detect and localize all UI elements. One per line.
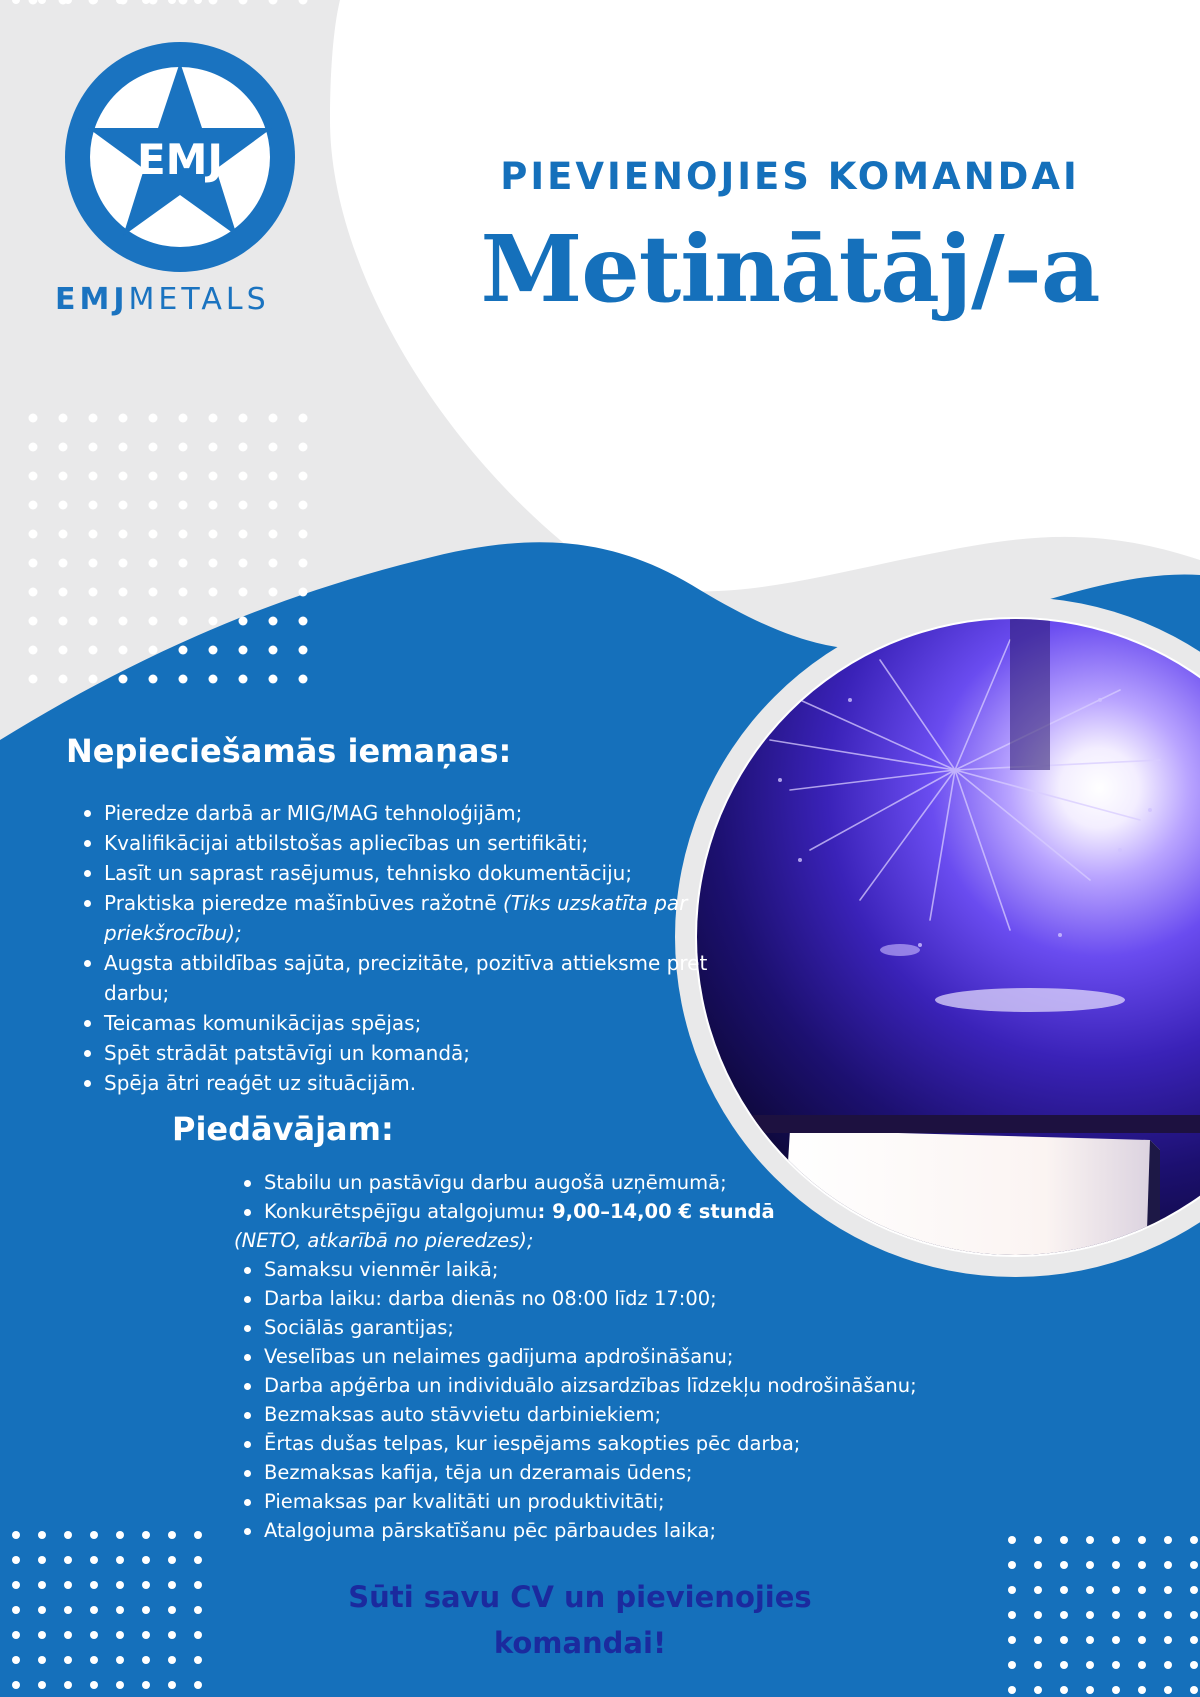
list-item: Augsta atbildības sajūta, precizitāte, pozitīva attieksme pret darbu; (80, 948, 720, 1008)
list-item: Stabilu un pastāvīgu darbu augošā uzņēmumā; (240, 1168, 1020, 1197)
eyebrow-heading: PIEVIENOJIES KOMANDAI (500, 155, 1080, 198)
list-item: Atalgojuma pārskatīšanu pēc pārbaudes laika; (240, 1516, 1020, 1545)
logo-text-bold: EMJ (55, 282, 129, 317)
list-item: Piemaksas par kvalitāti un produktivitāti; (240, 1487, 1020, 1516)
logo-wordmark (55, 282, 295, 317)
list-item: Kvalifikācijai atbilstošas apliecības un sertifikāti; (80, 828, 720, 858)
salary-range: : 9,00–14,00 € stundā (537, 1200, 775, 1223)
list-item: Pieredze darbā ar MIG/MAG tehnoloģijām; (80, 798, 720, 828)
list-item: Bezmaksas kafija, tēja un dzeramais ūdens; (240, 1458, 1020, 1487)
list-item: Samaksu vienmēr laikā; (240, 1255, 1020, 1284)
skills-heading: Nepieciešamās iemaņas: (66, 732, 512, 770)
list-item: Spēja ātri reaģēt uz situācijām. (80, 1068, 720, 1098)
list-item: Teicamas komunikācijas spējas; (80, 1008, 720, 1038)
job-title: Metinātāj/-a (480, 215, 1100, 323)
cta-line-2: komandai! (493, 1626, 667, 1660)
list-item: Praktiska pieredze mašīnbūves ražotnē (Tiks uzskatīta par priekšrocību); (80, 888, 720, 948)
list-item: Ērtas dušas telpas, kur iespējams sakopties pēc darba; (240, 1429, 1020, 1458)
list-item: Darba laiku: darba dienās no 08:00 līdz 17:00; (240, 1284, 1020, 1313)
logo-text-light: METALS (128, 282, 270, 317)
offers-heading: Piedāvājam: (172, 1110, 394, 1148)
list-item: Konkurētspējīgu atalgojumu: 9,00–14,00 € stundā (NETO, atkarībā no pieredzes); (240, 1197, 1020, 1255)
cta-line-1: Sūti savu CV un pievienojies (348, 1580, 812, 1614)
list-item: Bezmaksas auto stāvvietu darbiniekiem; (240, 1400, 1020, 1429)
logo-emblem-text: EMJ (136, 135, 224, 184)
emj-metals-logo (55, 42, 295, 317)
list-item: Sociālās garantijas; (240, 1313, 1020, 1342)
star-emblem-icon (65, 42, 295, 272)
list-item: Lasīt un saprast rasējumus, tehnisko dokumentāciju; (80, 858, 720, 888)
call-to-action (280, 1574, 880, 1666)
list-item: Spēt strādāt patstāvīgi un komandā; (80, 1038, 720, 1068)
offers-list (234, 1168, 1020, 1545)
list-item: Darba apģērba un individuālo aizsardzības līdzekļu nodrošināšanu; (240, 1371, 1020, 1400)
list-item: Veselības un nelaimes gadījuma apdrošināšanu; (240, 1342, 1020, 1371)
skills-list (80, 798, 720, 1098)
